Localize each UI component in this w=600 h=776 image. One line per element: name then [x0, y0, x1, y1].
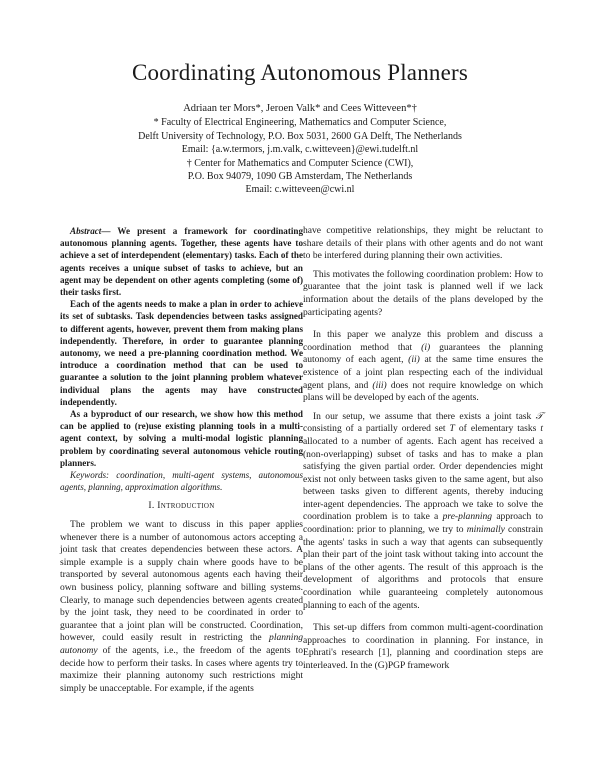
body-paragraph	[303, 329, 543, 405]
body-paragraph: have competitive relationships, they might be reluctant to share details of their plans with other agents and do not want to be interfered during planning their own activities.	[303, 225, 543, 262]
body-paragraph	[60, 519, 303, 695]
author-list: Adriaan ter Mors*, Jeroen Valk* and Cees Witteveen*†	[183, 103, 417, 114]
paper-title: Coordinating Autonomous Planners	[131, 60, 469, 85]
body-text: at the same time ensures the existence of a joint plan respecting each of the individual agent plans, and	[303, 354, 543, 391]
body-text: The problem we want to discuss in this paper applies whenever there is a number of autonomous actors accepting a joint task that creates dependencies between these actors. A simple example is a supply chain where goods have to be transported by several autonomous agents each having their own business policy, planning software and billing systems. Clearly, to manage such dependencies between agents created by the joint task, they need to be coordinated in order to guarantee that a joint plan will be constructed. Coordination, however, could easily result in restricting the	[60, 519, 303, 644]
enum-marker: (iii)	[372, 379, 387, 391]
section-number: I.	[148, 500, 155, 512]
body-text: of elementary tasks	[454, 423, 541, 435]
body-text: constrain the agents' tasks in such a way that agents can subsequently plan their part of the joint task without taking into account the plans of the other agents. The result of this approach is the development of algorithms and protocols that ensure coordination while guaranteeing completely autonomous planning to each of the agents.	[303, 524, 543, 611]
keywords: Keywords: coordination, multi-agent systems, autonomous agents, planning, approximation algorithms.	[60, 470, 303, 493]
body-text: of the agents, i.e., the freedom of the agents to decide how to perform their tasks. In cases where agents try to maximize their planning autonomy such restrictions might simply be unacceptable. For example, if the agents	[60, 645, 303, 694]
abstract-paragraph	[60, 225, 303, 298]
affiliation-line: Delft University of Technology, P.O. Box 5031, 2600 GA Delft, The Netherlands	[138, 130, 462, 142]
math-symbol: 𝒯	[535, 410, 543, 422]
body-text: approach to coordination: prior to planning, we try to	[303, 511, 543, 536]
body-paragraph: This set-up differs from common multi-agent-coordination approaches to coordination in planning. For instance, in Ephrati's research [1], planning and coordination steps are interleaved. In the (G)PGP framework	[303, 622, 543, 671]
enum-marker: (ii)	[408, 354, 420, 366]
email-line: Email: {a.w.termors, j.m.valk, c.witteveen}@ewi.tudelft.nl	[181, 144, 419, 156]
body-text: guarantees the planning autonomy of each agent,	[303, 341, 543, 366]
affiliation-line: * Faculty of Electrical Engineering, Mathematics and Computer Science,	[153, 117, 447, 129]
author-block	[0, 102, 600, 197]
email-line: Email: c.witteveen@cwi.nl	[245, 184, 355, 196]
emphasis-text: pre-planning	[442, 511, 493, 523]
affiliation-line: P.O. Box 94079, 1090 GB Amsterdam, The Netherlands	[187, 171, 413, 183]
abstract-label: Abstract	[70, 226, 102, 236]
abstract-paragraph: As a byproduct of our research, we show how this method can be applied to (re)use existing planning tools in a multi-agent context, by solving a multi-modal logistic planning problem by coordinating several autonomous vehicle routing planners.	[60, 409, 303, 468]
abstract-paragraph: Each of the agents needs to make a plan in order to achieve its set of subtasks. Task dependencies between tasks assigned to different agents, however, prevent them from making plans independently. Therefore, in order to guarantee planning autonomy, we need a pre-planning coordination method. We introduce a coordination method that can be used to guarantee a solution to the joint planning problem whatever individual plans the agents may have constructed independently.	[60, 299, 303, 407]
body-text: allocated to a number of agents. Each agent has received a (non-overlapping) subset of tasks and has to make a plan satisfying the given partial order. Order dependencies might exist not only between tasks given to the same agent, but also between tasks given to different agents, thereby inducing inter-agent dependencies. The approach we take to solve the coordination problem is to take a	[303, 435, 543, 523]
right-column	[303, 225, 543, 673]
body-text: In this paper we analyze this problem and discuss a coordination method that	[303, 329, 543, 353]
emphasis-text: planning autonomy	[60, 632, 303, 656]
enum-marker: (i)	[421, 341, 431, 353]
abstract-text: — We present a framework for coordinating autonomous planning agents. Together, these agents have to achieve a set of interdependent (elementary) tasks. Each of the agents receives a unique subset of tasks to achieve, but an agent may be dependent on other agents completing (some of) their tasks first.	[60, 226, 303, 298]
section-title: Introduction	[157, 500, 215, 512]
body-text: consisting of a partially ordered set	[303, 423, 450, 435]
affiliation-line: † Center for Mathematics and Computer Science (CWI),	[186, 157, 414, 169]
section-heading	[60, 500, 303, 513]
left-column	[60, 225, 303, 695]
body-text: does not require knowledge on which plans will be developed by each of the agents.	[303, 379, 543, 404]
math-symbol: T	[449, 423, 455, 435]
body-paragraph: This motivates the following coordination problem: How to guarantee that the joint task is planned well if we lack information about the details of the plans developed by the participating agents?	[303, 268, 543, 318]
body-text: In our setup, we assume that there exists a joint task	[313, 410, 536, 422]
emphasis-text: minimally	[466, 524, 505, 536]
body-paragraph	[303, 411, 543, 613]
math-symbol: t	[540, 423, 543, 435]
